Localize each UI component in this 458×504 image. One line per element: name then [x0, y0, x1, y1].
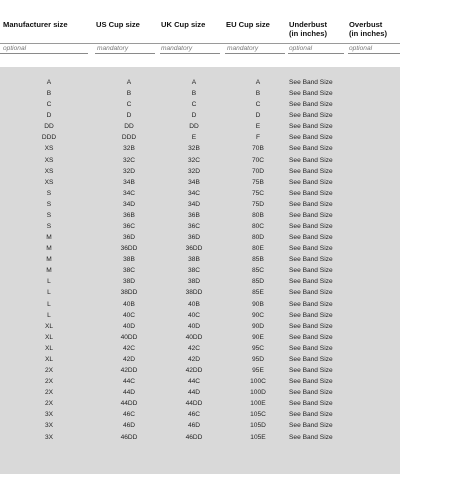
eu-cup-cell: 95E — [252, 367, 264, 375]
underbust-cell: See Band Size — [289, 167, 333, 175]
underbust-cell: See Band Size — [289, 211, 333, 219]
underline-uk — [160, 53, 220, 54]
eu-cup-cell: 85D — [251, 278, 265, 286]
eu-cup-cell: 80E — [252, 245, 264, 253]
manufacturer-size-cell: S — [46, 189, 52, 197]
manufacturer-size-cell: L — [47, 300, 51, 308]
manufacturer-size-cell: XL — [44, 333, 54, 341]
uk-cup-cell: 38DD — [185, 289, 203, 297]
manufacturer-size-cell: D — [46, 112, 52, 120]
manufacturer-size-cell: XL — [44, 344, 54, 352]
eu-cup-cell: E — [255, 123, 261, 131]
underbust-cell: See Band Size — [289, 300, 333, 308]
eu-cup-cell: B — [255, 90, 261, 98]
us-cup-cell: 44DD — [120, 400, 138, 408]
us-cup-cell: 38B — [123, 256, 135, 264]
requirement-underbust: optional — [289, 45, 313, 52]
uk-cup-cell: 40C — [187, 311, 201, 319]
manufacturer-size-cell: S — [46, 223, 52, 231]
us-cup-cell: DD — [124, 123, 134, 131]
manufacturer-size-cell: M — [46, 245, 52, 253]
us-cup-cell: 42DD — [120, 367, 138, 375]
manufacturer-size-cell: 2X — [44, 389, 54, 397]
eu-cup-cell: 105C — [250, 411, 266, 419]
eu-cup-cell: 100D — [250, 389, 266, 397]
eu-cup-cell: 90C — [251, 311, 265, 319]
table-row — [0, 420, 400, 431]
underline-us — [95, 53, 155, 54]
eu-cup-cell: 105E — [250, 433, 266, 441]
eu-cup-cell: 85B — [252, 256, 264, 264]
underbust-cell: See Band Size — [289, 245, 333, 253]
underbust-cell: See Band Size — [289, 367, 333, 375]
underbust-cell: See Band Size — [289, 433, 333, 441]
underbust-cell: See Band Size — [289, 200, 333, 208]
underbust-cell: See Band Size — [289, 311, 333, 319]
table-row — [0, 155, 400, 166]
eu-cup-cell: C — [255, 101, 261, 109]
us-cup-cell: 36C — [122, 223, 136, 231]
manufacturer-size-cell: M — [46, 234, 52, 242]
header-label: UK Cup size — [161, 20, 206, 29]
uk-cup-cell: B — [191, 90, 197, 98]
eu-cup-cell: 75C — [251, 189, 265, 197]
us-cup-cell: A — [126, 79, 132, 86]
us-cup-cell: 34B — [123, 178, 135, 186]
manufacturer-size-cell: 2X — [44, 400, 54, 408]
requirement-overbust: optional — [349, 45, 373, 52]
requirement-uk: mandatory — [161, 45, 193, 52]
header-divider — [0, 43, 400, 44]
underbust-cell: See Band Size — [289, 189, 333, 197]
uk-cup-cell: 36C — [187, 223, 201, 231]
manufacturer-size-cell: L — [47, 289, 51, 297]
eu-cup-cell: 90E — [252, 333, 264, 341]
us-cup-cell: 46D — [122, 422, 136, 430]
us-cup-cell: 44C — [122, 378, 136, 386]
uk-cup-cell: C — [191, 101, 197, 109]
uk-cup-cell: 42DD — [185, 367, 203, 375]
eu-cup-cell: D — [255, 112, 261, 120]
underbust-cell: See Band Size — [289, 355, 333, 363]
uk-cup-cell: 38C — [187, 267, 201, 275]
us-cup-cell: 38C — [122, 267, 136, 275]
header-manufacturer-size — [3, 20, 68, 29]
manufacturer-size-cell: A — [46, 79, 52, 86]
underline-eu — [225, 53, 285, 54]
us-cup-cell: 46DD — [120, 433, 138, 441]
table-row — [0, 77, 400, 88]
table-row — [0, 265, 400, 276]
underbust-cell: See Band Size — [289, 389, 333, 397]
uk-cup-cell: DD — [189, 123, 199, 131]
table-row — [0, 99, 400, 110]
table-row — [0, 110, 400, 121]
underbust-cell: See Band Size — [289, 289, 333, 297]
uk-cup-cell: 44D — [187, 389, 201, 397]
eu-cup-cell: 95C — [251, 344, 265, 352]
manufacturer-size-cell: XS — [44, 167, 54, 175]
table-row — [0, 254, 400, 265]
uk-cup-cell: 46C — [187, 411, 201, 419]
table-row — [0, 387, 400, 398]
header-label: Manufacturer size — [3, 20, 68, 29]
eu-cup-cell: 70B — [252, 145, 264, 153]
manufacturer-size-cell: S — [46, 200, 52, 208]
underbust-cell: See Band Size — [289, 411, 333, 419]
header-label: Overbust — [349, 20, 383, 29]
us-cup-cell: 38DD — [120, 289, 138, 297]
manufacturer-size-cell: XS — [44, 145, 54, 153]
eu-cup-cell: 80D — [251, 234, 265, 242]
table-row — [0, 276, 400, 287]
eu-cup-cell: 75D — [251, 200, 265, 208]
eu-cup-cell: 75B — [252, 178, 264, 186]
requirement-manufacturer: optional — [3, 45, 27, 52]
uk-cup-cell: 40D — [187, 322, 201, 330]
uk-cup-cell: A — [191, 79, 197, 86]
underbust-cell: See Band Size — [289, 178, 333, 186]
underbust-cell: See Band Size — [289, 422, 333, 430]
table-row — [0, 299, 400, 310]
eu-cup-cell: 100C — [250, 378, 266, 386]
uk-cup-cell: 38B — [188, 256, 200, 264]
us-cup-cell: 34C — [122, 189, 136, 197]
table-row — [0, 310, 400, 321]
uk-cup-cell: 34C — [187, 189, 201, 197]
table-row — [0, 343, 400, 354]
manufacturer-size-cell: 2X — [44, 367, 54, 375]
uk-cup-cell: 46DD — [185, 433, 203, 441]
underbust-cell: See Band Size — [289, 223, 333, 231]
us-cup-cell: 44D — [122, 389, 136, 397]
table-row — [0, 365, 400, 376]
manufacturer-size-cell: XS — [44, 156, 54, 164]
uk-cup-cell: 32C — [187, 156, 201, 164]
table-row — [0, 232, 400, 243]
us-cup-cell: C — [126, 101, 132, 109]
us-cup-cell: 36DD — [120, 245, 138, 253]
uk-cup-cell: 44C — [187, 378, 201, 386]
us-cup-cell: 42D — [122, 355, 136, 363]
eu-cup-cell: 95D — [251, 355, 265, 363]
underline-overbust — [348, 53, 400, 54]
table-row — [0, 221, 400, 232]
us-cup-cell: 40C — [122, 311, 136, 319]
us-cup-cell: 32D — [122, 167, 136, 175]
manufacturer-size-cell: L — [47, 311, 51, 319]
table-row — [0, 166, 400, 177]
manufacturer-size-cell: DDD — [41, 134, 57, 142]
uk-cup-cell: 34B — [188, 178, 200, 186]
header-eu-cup-size — [226, 20, 270, 29]
manufacturer-size-cell: XL — [44, 322, 54, 330]
manufacturer-size-cell: XL — [44, 355, 54, 363]
eu-cup-cell: 80C — [251, 223, 265, 231]
table-row — [0, 132, 400, 143]
us-cup-cell: 38D — [122, 278, 136, 286]
manufacturer-size-cell: C — [46, 101, 52, 109]
manufacturer-size-cell: S — [46, 211, 52, 219]
uk-cup-cell: 44DD — [185, 400, 203, 408]
us-cup-cell: DDD — [121, 134, 137, 142]
underline-manufacturer — [0, 53, 88, 54]
table-row — [0, 210, 400, 221]
manufacturer-size-cell: XS — [44, 178, 54, 186]
eu-cup-cell: A — [255, 79, 261, 86]
header-label: Underbust — [289, 20, 327, 29]
uk-cup-cell: 36D — [187, 234, 201, 242]
requirement-eu: mandatory — [227, 45, 259, 52]
us-cup-cell: 36D — [122, 234, 136, 242]
table-row — [0, 121, 400, 132]
us-cup-cell: 32C — [122, 156, 136, 164]
us-cup-cell: 32B — [123, 145, 135, 153]
underbust-cell: See Band Size — [289, 278, 333, 286]
underbust-cell: See Band Size — [289, 400, 333, 408]
manufacturer-size-cell: 3X — [44, 411, 54, 419]
us-cup-cell: 46C — [122, 411, 136, 419]
underbust-cell: See Band Size — [289, 90, 333, 98]
header-label: US Cup size — [96, 20, 140, 29]
uk-cup-cell: 42D — [187, 355, 201, 363]
header-uk-cup-size — [161, 20, 205, 29]
eu-cup-cell: 70C — [251, 156, 265, 164]
header-us-cup-size — [96, 20, 140, 29]
size-table-body — [0, 77, 400, 443]
us-cup-cell: 34D — [122, 200, 136, 208]
table-row — [0, 376, 400, 387]
eu-cup-cell: 90B — [252, 300, 264, 308]
eu-cup-cell: 85E — [252, 289, 264, 297]
us-cup-cell: 40DD — [120, 333, 138, 341]
uk-cup-cell: 36B — [188, 211, 200, 219]
manufacturer-size-cell: B — [46, 90, 52, 98]
uk-cup-cell: 36DD — [185, 245, 203, 253]
eu-cup-cell: 80B — [252, 211, 264, 219]
table-row — [0, 354, 400, 365]
uk-cup-cell: 32D — [187, 167, 201, 175]
table-row — [0, 199, 400, 210]
table-row — [0, 287, 400, 298]
underbust-cell: See Band Size — [289, 234, 333, 242]
header-overbust — [349, 20, 387, 38]
uk-cup-cell: 42C — [187, 344, 201, 352]
underbust-cell: See Band Size — [289, 145, 333, 153]
eu-cup-cell: F — [255, 134, 261, 142]
underbust-cell: See Band Size — [289, 156, 333, 164]
uk-cup-cell: 40B — [188, 300, 200, 308]
eu-cup-cell: 105D — [250, 422, 266, 430]
underbust-cell: See Band Size — [289, 322, 333, 330]
eu-cup-cell: 70D — [251, 167, 265, 175]
underbust-cell: See Band Size — [289, 344, 333, 352]
us-cup-cell: 40B — [123, 300, 135, 308]
manufacturer-size-cell: 3X — [44, 433, 54, 441]
manufacturer-size-cell: 3X — [44, 422, 54, 430]
underbust-cell: See Band Size — [289, 378, 333, 386]
us-cup-cell: 42C — [122, 344, 136, 352]
us-cup-cell: D — [126, 112, 132, 120]
table-row — [0, 321, 400, 332]
uk-cup-cell: 32B — [188, 145, 200, 153]
us-cup-cell: 40D — [122, 322, 136, 330]
underbust-cell: See Band Size — [289, 134, 333, 142]
uk-cup-cell: 38D — [187, 278, 201, 286]
requirement-us: mandatory — [97, 45, 129, 52]
eu-cup-cell: 90D — [251, 322, 265, 330]
manufacturer-size-cell: M — [46, 256, 52, 264]
uk-cup-cell: D — [191, 112, 197, 120]
uk-cup-cell: 34D — [187, 200, 201, 208]
us-cup-cell: 36B — [123, 211, 135, 219]
manufacturer-size-cell: L — [47, 278, 51, 286]
underbust-cell: See Band Size — [289, 256, 333, 264]
table-row — [0, 409, 400, 420]
table-row — [0, 243, 400, 254]
underline-underbust — [288, 53, 344, 54]
manufacturer-size-cell: DD — [44, 123, 54, 131]
us-cup-cell: B — [126, 90, 132, 98]
header-underbust — [289, 20, 327, 38]
table-row — [0, 432, 400, 443]
underbust-cell: See Band Size — [289, 333, 333, 341]
manufacturer-size-cell: M — [46, 267, 52, 275]
underbust-cell: See Band Size — [289, 123, 333, 131]
underbust-cell: See Band Size — [289, 112, 333, 120]
table-row — [0, 143, 400, 154]
uk-cup-cell: 46D — [187, 422, 201, 430]
underbust-cell: See Band Size — [289, 267, 333, 275]
header-unit: (in inches) — [289, 29, 327, 38]
table-row — [0, 88, 400, 99]
eu-cup-cell: 100E — [250, 400, 266, 408]
header-unit: (in inches) — [349, 29, 387, 38]
underbust-cell: See Band Size — [289, 101, 333, 109]
underbust-cell: See Band Size — [289, 79, 333, 86]
eu-cup-cell: 85C — [251, 267, 265, 275]
table-row — [0, 188, 400, 199]
header-label: EU Cup size — [226, 20, 270, 29]
uk-cup-cell: 40DD — [185, 333, 203, 341]
uk-cup-cell: E — [191, 134, 197, 142]
table-header — [0, 17, 400, 43]
manufacturer-size-cell: 2X — [44, 378, 54, 386]
table-row — [0, 398, 400, 409]
table-row — [0, 332, 400, 343]
table-row — [0, 177, 400, 188]
